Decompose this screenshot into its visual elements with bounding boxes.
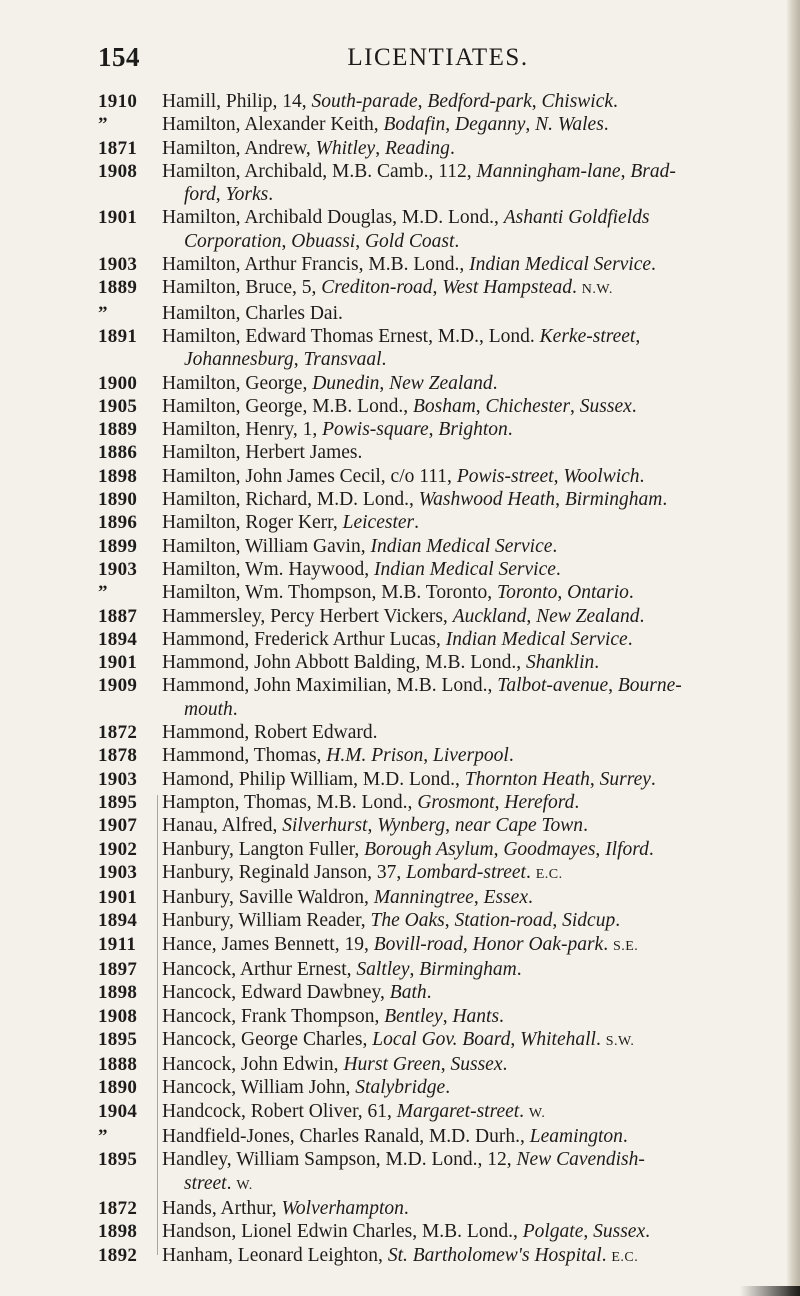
entry-year: ” [98,114,108,136]
entry-text [152,137,788,160]
register-entry [98,1100,788,1125]
entry-line: Handcock, Robert Oliver, 61, Margaret-street. W. [162,1100,546,1122]
entry-text [152,721,788,744]
entry-line: Hancock, John Edwin, Hurst Green, Sussex. [162,1054,508,1076]
entry-year: 1892 [98,1244,138,1266]
register-entry [98,90,788,113]
entry-text [152,395,788,418]
entry-text [152,1076,788,1099]
register-entry [98,465,788,488]
entry-year: 1896 [98,512,138,534]
entry-line: Hamilton, Archibald Douglas, M.D. Lond., Ashanti Goldfields [162,207,650,229]
entry-text [152,886,788,909]
entry-line: Hamilton, Charles Dai. [162,302,343,324]
entry-line: Hancock, Edward Dawbney, Bath. [162,982,432,1004]
register-entry [98,1076,788,1099]
entry-year: 1895 [98,791,138,813]
entry-line: Hanbury, Reginald Janson, 37, Lombard-street. E.C. [162,861,563,883]
entry-text [152,90,788,113]
entry-year: 1888 [98,1054,138,1076]
entry-year: 1911 [98,933,137,955]
entry-line: Hancock, George Charles, Local Gov. Board, Whitehall. S.W. [162,1028,635,1050]
entry-year: 1878 [98,745,138,767]
entry-line: Hammond, Robert Edward. [162,722,378,744]
register-entry [98,1028,788,1053]
entry-year: 1907 [98,815,138,837]
entry-year: 1902 [98,838,138,860]
entry-line: Hanau, Alfred, Silverhurst, Wynberg, near Cape Town. [162,815,588,837]
entry-year: 1901 [98,887,138,909]
register-entry [98,628,788,651]
entry-line: Hancock, William John, Stalybridge. [162,1077,451,1099]
entry-line: Hamilton, Alexander Keith, Bodafin, Deganny, N. Wales. [162,114,609,136]
entry-line: Hamill, Philip, 14, South-parade, Bedford-park, Chiswick. [162,91,618,112]
entry-text [152,465,788,488]
entry-year: 1891 [98,325,138,347]
entry-year: 1898 [98,465,138,487]
entry-text [152,838,788,861]
entry-line: Hamilton, George, M.B. Lond., Bosham, Chichester, Sussex. [162,395,637,417]
entry-text [152,325,788,372]
register-entry [98,1148,788,1197]
entry-year: 1897 [98,958,138,980]
register-entries [98,90,788,1269]
entry-line: Handley, William Sampson, M.D. Lond., 12, New Cavendish- [162,1149,645,1171]
entry-line: Hamilton, Wm. Haywood, Indian Medical Service. [162,558,561,580]
register-entry [98,395,788,418]
entry-line: Hammond, Frederick Arthur Lucas, Indian Medical Service. [162,628,633,650]
entry-text [152,909,788,932]
entry-line: Hamilton, George, Dunedin, New Zealand. [162,372,498,394]
register-entry [98,1220,788,1243]
entry-line: Hammond, John Maximilian, M.B. Lond., Talbot-avenue, Bourne- [162,675,682,697]
entry-line: Hammond, Thomas, H.M. Prison, Liverpool. [162,745,514,767]
entry-line: Hamilton, Roger Kerr, Leicester. [162,512,419,534]
page-edge-shadow [786,0,800,1296]
entry-text [152,372,788,395]
register-entry [98,814,788,837]
register-entry [98,372,788,395]
entry-line: Hamilton, John James Cecil, c/o 111, Powis-street, Woolwich. [162,465,645,487]
entry-year: 1909 [98,675,138,697]
entry-text [152,206,788,253]
entry-year: 1887 [98,605,138,627]
entry-year: 1895 [98,1028,138,1050]
entry-text [152,113,788,136]
register-entry [98,137,788,160]
entry-year: 1908 [98,160,138,182]
entry-line: Hamilton, Archibald, M.B. Camb., 112, Manningham-lane, Brad- [162,160,676,182]
register-entry [98,511,788,534]
entry-year: 1890 [98,489,138,511]
register-entry [98,113,788,136]
entry-line: Hamilton, Henry, 1, Powis-square, Brighton. [162,419,513,441]
register-entry [98,253,788,276]
register-entry [98,418,788,441]
entry-text [152,1053,788,1076]
entry-text [152,814,788,837]
entry-line: Hamilton, Andrew, Whitley, Reading. [162,137,455,159]
entry-text [152,511,788,534]
entry-line: Hamilton, Arthur Francis, M.B. Lond., Indian Medical Service. [162,254,656,276]
entry-text [152,651,788,674]
entry-text [152,1148,788,1197]
entry-year: 1900 [98,372,138,394]
entry-line: Hamond, Philip William, M.D. Lond., Thornton Heath, Surrey. [162,768,656,790]
entry-text [152,160,788,207]
entry-year: 1894 [98,628,138,650]
entry-year: 1901 [98,207,138,229]
register-entry [98,1197,788,1220]
entry-text [152,1005,788,1028]
entry-line: Hamilton, Wm. Thompson, M.B. Toronto, Toronto, Ontario. [162,582,634,604]
entry-text [152,861,788,886]
entry-year: 1872 [98,722,138,744]
entry-text [152,1197,788,1220]
entry-text [152,418,788,441]
entry-line: Hanham, Leonard Leighton, St. Bartholomew's Hospital. E.C. [162,1244,639,1266]
entry-year: 1910 [98,91,138,112]
entry-text [152,276,788,301]
entry-line: Hanbury, Saville Waldron, Manningtree, Essex. [162,887,533,909]
register-entry [98,160,788,207]
register-entry [98,886,788,909]
entry-line: Hamilton, Bruce, 5, Crediton-road, West Hampstead. N.W. [162,277,613,299]
entry-text [152,1028,788,1053]
register-entry [98,744,788,767]
entry-text [152,768,788,791]
entry-line: Hanbury, William Reader, The Oaks, Station-road, Sidcup. [162,910,621,932]
entry-text [152,628,788,651]
entry-year: ” [98,1126,108,1148]
entry-text [152,581,788,604]
entry-text [152,933,788,958]
entry-continuation-line: Corporation, Obuassi, Gold Coast. [184,230,460,252]
entry-line: Handson, Lionel Edwin Charles, M.B. Lond., Polgate, Sussex. [162,1221,650,1243]
register-entry [98,861,788,886]
entry-line: Hanbury, Langton Fuller, Borough Asylum, Goodmayes, Ilford. [162,838,654,860]
register-entry [98,1244,788,1269]
entry-continuation-line: street. W. [184,1172,253,1194]
entry-line: Hancock, Arthur Ernest, Saltley, Birmingham. [162,958,522,980]
entry-year: 1894 [98,910,138,932]
register-entry [98,981,788,1004]
register-entry [98,535,788,558]
entry-year: 1908 [98,1005,138,1027]
entry-continuation-line: ford, Yorks. [184,184,274,206]
entry-year: 1871 [98,137,138,159]
entry-year: ” [98,302,108,324]
register-entry [98,605,788,628]
entry-text [152,674,788,721]
entry-year: 1890 [98,1077,138,1099]
entry-text [152,441,788,464]
entry-line: Hampton, Thomas, M.B. Lond., Grosmont, Hereford. [162,791,580,813]
entry-line: Hance, James Bennett, 19, Bovill-road, Honor Oak-park. S.E. [162,933,639,955]
entry-text [152,1125,788,1148]
entry-line: Handfield-Jones, Charles Ranald, M.D. Durh., Leamington. [162,1126,628,1148]
entry-year: 1895 [98,1149,138,1171]
entry-year: 1889 [98,419,138,441]
entry-text [152,488,788,511]
register-entry [98,1005,788,1028]
entry-text [152,791,788,814]
entry-line: Hamilton, Herbert James. [162,442,363,464]
register-entry [98,838,788,861]
entry-text [152,981,788,1004]
entry-line: Hands, Arthur, Wolverhampton. [162,1197,409,1219]
register-entry [98,558,788,581]
register-entry [98,933,788,958]
register-entry [98,302,788,325]
register-entry [98,325,788,372]
register-entry [98,651,788,674]
entry-year: 1903 [98,254,138,276]
register-entry [98,674,788,721]
register-entry [98,206,788,253]
entry-year: 1903 [98,861,138,883]
entry-text [152,605,788,628]
register-entry [98,488,788,511]
entry-year: 1901 [98,652,138,674]
entry-text [152,1220,788,1243]
register-entry [98,909,788,932]
entry-continuation-line: mouth. [184,698,238,720]
entry-line: Hammond, John Abbott Balding, M.B. Lond., Shanklin. [162,652,600,674]
register-entry [98,1053,788,1076]
entry-text [152,558,788,581]
page-corner-shadow [740,1286,800,1296]
register-entry [98,791,788,814]
entry-line: Hamilton, Edward Thomas Ernest, M.D., Lond. Kerke-street, [162,325,641,347]
page-header [98,42,778,76]
entry-text [152,302,788,325]
running-title: LICENTIATES. [347,44,529,71]
entry-year: ” [98,582,108,604]
entry-year: 1904 [98,1100,138,1122]
entry-year: 1872 [98,1197,138,1219]
column-rule [157,795,158,1255]
entry-line: Hamilton, William Gavin, Indian Medical Service. [162,535,558,557]
register-entry [98,768,788,791]
entry-year: 1889 [98,277,138,299]
entry-line: Hamilton, Richard, M.D. Lond., Washwood Heath, Birmingham. [162,489,668,511]
page-number: 154 [98,42,140,72]
entry-year: 1898 [98,982,138,1004]
entry-text [152,1100,788,1125]
entry-text [152,535,788,558]
entry-text [152,253,788,276]
entry-year: 1905 [98,395,138,417]
entry-year: 1886 [98,442,138,464]
register-entry [98,276,788,301]
entry-year: 1899 [98,535,138,557]
entry-text [152,958,788,981]
entry-line: Hammersley, Percy Herbert Vickers, Auckland, New Zealand. [162,605,645,627]
entry-year: 1903 [98,768,138,790]
register-entry [98,1125,788,1148]
entry-year: 1898 [98,1221,138,1243]
register-entry [98,581,788,604]
entry-text [152,1244,788,1269]
register-entry [98,721,788,744]
entry-text [152,744,788,767]
register-entry [98,441,788,464]
register-entry [98,958,788,981]
entry-line: Hancock, Frank Thompson, Bentley, Hants. [162,1005,504,1027]
entry-continuation-line: Johannesburg, Transvaal. [184,349,387,371]
entry-year: 1903 [98,558,138,580]
